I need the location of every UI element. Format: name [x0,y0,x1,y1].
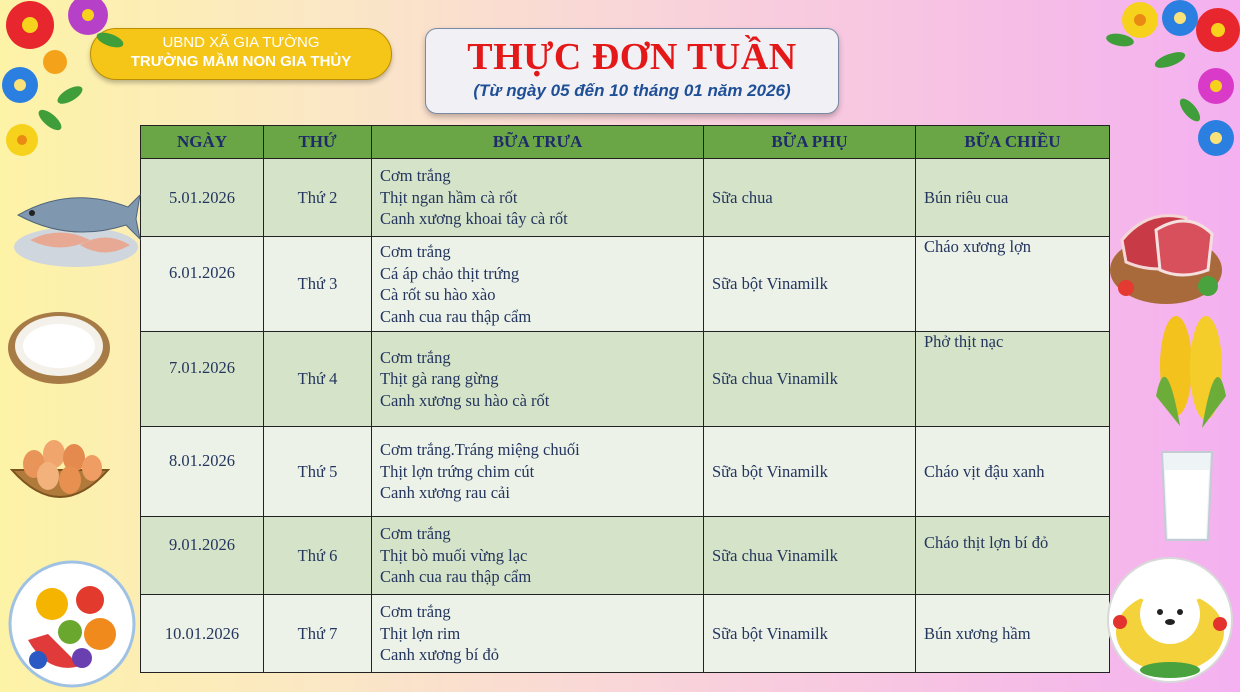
lunch-dish: Canh xương khoai tây cà rốt [380,209,568,229]
lunch-cell [372,427,704,517]
afternoon-cell: Cháo vịt đậu xanh [916,427,1110,517]
snack-cell: Sữa chua [704,159,916,237]
fruit-plate-icon [8,560,136,688]
corn-icon [1146,306,1236,432]
weekday-cell: Thứ 5 [264,427,372,517]
date-cell: 9.01.2026 [141,517,264,595]
afternoon-cell: Phở thịt nạc [916,332,1110,427]
snack-cell: Sữa bột Vinamilk [704,427,916,517]
school-district-name: UBND XÃ GIA TƯỜNG [162,34,320,51]
lunch-dish: Cà rốt su hào xào [380,285,496,304]
school-badge [90,28,392,80]
bear-rice-plate-icon [1106,552,1234,684]
lunch-cell [372,237,704,332]
header-snack: BỮA PHỤ [704,126,916,159]
date-cell: 6.01.2026 [141,237,264,332]
page-subtitle: (Từ ngày 05 đến 10 tháng 01 năm 2026) [473,81,791,100]
lunch-dish: Cơm trắng [380,347,451,367]
table-row [141,237,1110,332]
table-row [141,427,1110,517]
lunch-cell [372,159,704,237]
lunch-dish: Cơm trắng [380,166,451,186]
table-header-row [141,126,1110,159]
school-name: TRƯỜNG MẦM NON GIA THỦY [130,53,352,70]
weekday-cell: Thứ 2 [264,159,372,237]
date-cell: 7.01.2026 [141,332,264,427]
afternoon-cell: Cháo xương lợn [916,237,1110,332]
date-cell: 8.01.2026 [141,427,264,517]
lunch-dish: Thịt gà rang gừng [380,369,499,389]
fish-icon [10,185,142,270]
lunch-dish: Cơm trắng [380,524,451,544]
weekday-cell: Thứ 6 [264,517,372,595]
date-cell: 5.01.2026 [141,159,264,237]
rice-bowl-icon [6,308,112,386]
milk-glass-icon [1158,448,1216,544]
lunch-dish: Cơm trắng [380,602,451,622]
lunch-dish: Canh cua rau thập cẩm [380,567,532,587]
flower-cluster-icon [1100,0,1240,180]
lunch-dish: Thịt ngan hầm cà rốt [380,187,518,207]
lunch-dish: Cơm trắng [380,242,451,261]
header-afternoon: BỮA CHIỀU [916,126,1110,159]
header-weekday: THỨ [264,126,372,159]
lunch-cell [372,332,704,427]
lunch-cell [372,595,704,673]
lunch-dish: Thịt bò muối vừng lạc [380,545,528,565]
afternoon-cell: Bún xương hầm [916,595,1110,673]
snack-cell: Sữa chua Vinamilk [704,517,916,595]
snack-cell: Sữa bột Vinamilk [704,237,916,332]
lunch-dish: Canh xương rau cải [380,483,510,503]
lunch-cell [372,517,704,595]
weekday-cell: Thứ 4 [264,332,372,427]
lunch-dish: Thịt lợn trứng chim cút [380,461,535,481]
lunch-dish: Cơm trắng.Tráng miệng chuối [380,440,580,460]
weekday-cell: Thứ 3 [264,237,372,332]
snack-cell: Sữa bột Vinamilk [704,595,916,673]
lunch-dish: Canh xương bí đỏ [380,645,499,665]
header-date: NGÀY [141,126,264,159]
snack-cell: Sữa chua Vinamilk [704,332,916,427]
flower-cluster-icon [0,0,130,180]
table-row [141,517,1110,595]
title-box [425,28,839,114]
table-row [141,595,1110,673]
page-title: THỰC ĐƠN TUẦN [467,36,797,78]
header-lunch: BỮA TRƯA [372,126,704,159]
lunch-dish: Canh cua rau thập cẩm [380,306,532,326]
lunch-dish: Cá áp chảo thịt trứng [380,263,520,283]
weekly-menu-table [140,125,1110,673]
lunch-dish: Canh xương su hào cà rốt [380,390,550,410]
table-row [141,159,1110,237]
meat-icon [1108,200,1226,308]
afternoon-cell: Bún riêu cua [916,159,1110,237]
table-row [141,332,1110,427]
weekday-cell: Thứ 7 [264,595,372,673]
afternoon-cell: Cháo thịt lợn bí đỏ [916,517,1110,595]
date-cell: 10.01.2026 [141,595,264,673]
egg-basket-icon [8,428,112,512]
lunch-dish: Thịt lợn rim [380,623,461,643]
